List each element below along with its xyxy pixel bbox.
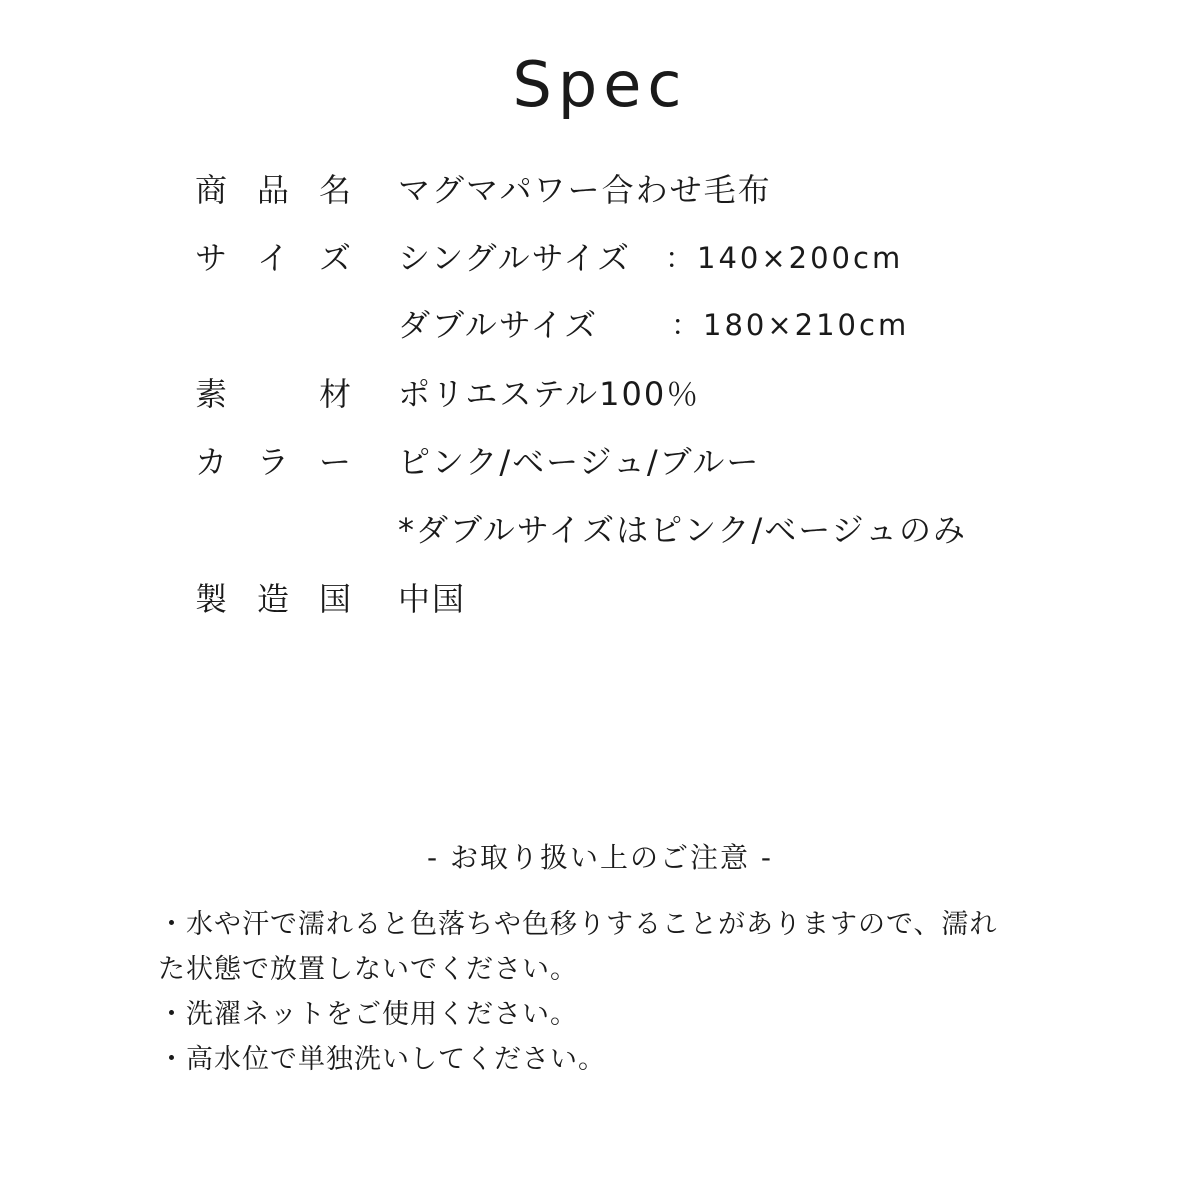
spec-value-size-single-dim: ：140×200cm <box>665 241 904 275</box>
spec-value-color-note: *ダブルサイズはピンク/ベージュのみ <box>398 511 968 549</box>
spec-row-product-name <box>195 168 1095 212</box>
spec-value-product-name: マグマパワー合わせ毛布 <box>398 171 772 209</box>
spec-value-size-double-label: ダブルサイズ <box>398 306 599 344</box>
spec-row-size-single <box>195 236 1095 280</box>
spec-value-size-double-dim: ：180×210cm <box>671 308 910 342</box>
spec-row-color <box>195 440 1095 484</box>
spec-value-material: ポリエステル100％ <box>398 375 701 413</box>
spec-value-country: 中国 <box>398 580 467 618</box>
spec-label-color: カ ラ ー <box>195 443 351 481</box>
care-line: ・水や汗で濡れると色落ちや色移りすることがありますので、濡れ <box>158 909 998 940</box>
spec-row-size-double <box>195 303 1095 347</box>
spec-value-color: ピンク/ベージュ/ブルー <box>398 443 761 481</box>
care-line: ・洗濯ネットをご使用ください。 <box>158 999 578 1030</box>
spec-row-color-note <box>195 508 1095 552</box>
spec-label-product-name: 商 品 名 <box>195 171 351 209</box>
care-line: た状態で放置しないでください。 <box>158 954 578 985</box>
spec-label-country: 製 造 国 <box>195 580 351 618</box>
spec-value-size-single-label: シングルサイズ <box>398 239 632 277</box>
spec-row-material <box>195 372 1095 416</box>
care-heading: - お取り扱い上のご注意 - <box>426 841 773 874</box>
spec-row-country <box>195 577 1095 621</box>
spec-label-material: 素 材 <box>195 375 351 413</box>
spec-label-size: サ イ ズ <box>195 239 351 277</box>
page-title: Spec <box>512 48 688 121</box>
care-line: ・高水位で単独洗いしてください。 <box>158 1044 606 1075</box>
